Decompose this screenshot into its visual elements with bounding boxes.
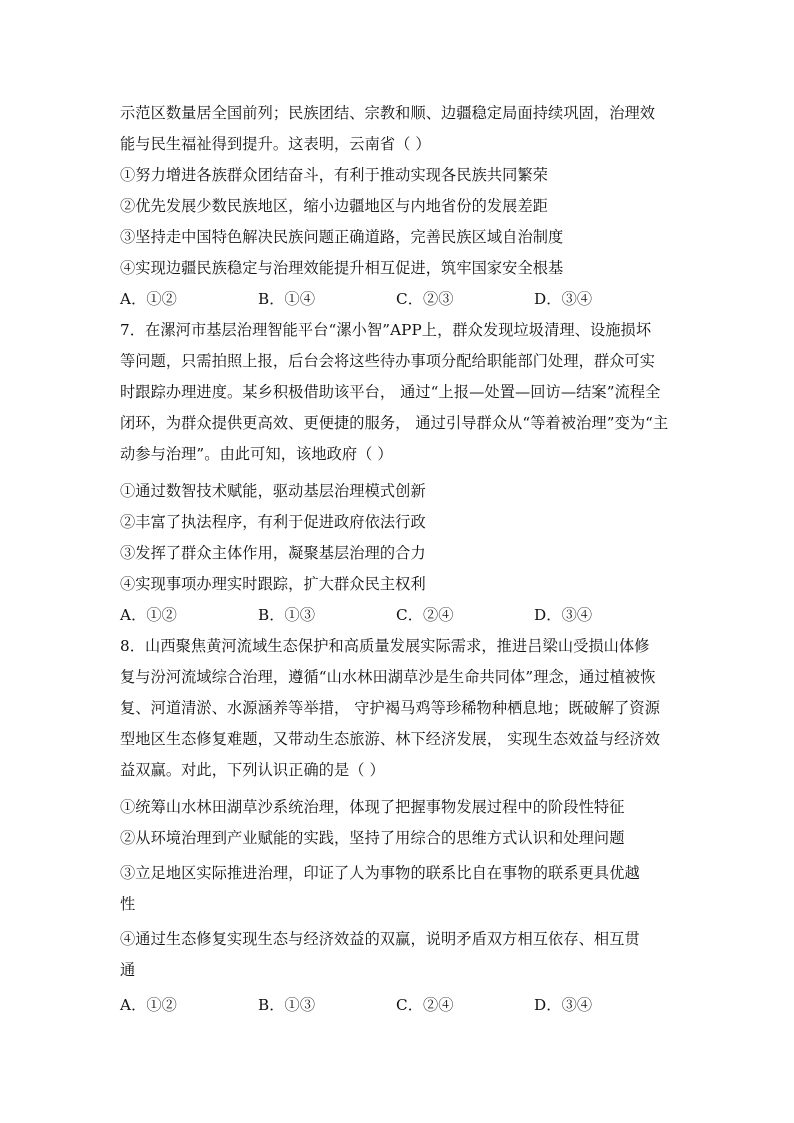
question-stem-line: 等问题，只需拍照上报，后台会将这些待办事项分配给职能部门处理，群众可实 (120, 352, 656, 370)
option-d: D．③④ (534, 996, 593, 1014)
statement-1: ①统筹山水林田湖草沙系统治理，体现了把握事物发展过程中的阶段性特征 (120, 798, 625, 816)
answer-options (120, 600, 680, 631)
statement-4-continued: 通 (120, 961, 136, 979)
statement-3-continued: 性 (120, 895, 136, 913)
option-c: C．②④ (396, 606, 454, 624)
question-stem-line: 动参与治理”。由此可知，该地政府（ ） (120, 445, 393, 463)
question-stem-line: 7．在漯河市基层治理智能平台“漯小智”APP上，群众发现垃圾清理、设施损坏 (120, 321, 652, 339)
option-a: A．①② (120, 996, 177, 1014)
question-stem-line: 示范区数量居全国前列；民族团结、宗教和顺、边疆稳定局面持续巩固，治理效 (120, 104, 656, 122)
statement-3: ③立足地区实际推进治理，印证了人为事物的联系比自在事物的联系更具优越 (120, 864, 640, 882)
option-b: B．①③ (258, 606, 316, 624)
question-7 (120, 315, 680, 631)
question-stem-line: 时跟踪办理进度。某乡积极借助该平台， 通过“上报—处置—回访—结案”流程全 (120, 383, 661, 401)
option-d: D．③④ (534, 290, 593, 308)
statement-3: ③发挥了群众主体作用，凝聚基层治理的合力 (120, 544, 426, 562)
option-c: C．②④ (396, 996, 454, 1014)
statement-1: ①通过数智技术赋能，驱动基层治理模式创新 (120, 482, 426, 500)
option-a: A．①② (120, 290, 177, 308)
option-c: C．②③ (396, 290, 454, 308)
statement-4: ④通过生态修复实现生态与经济效益的双赢，说明矛盾双方相互依存、相互贯 (120, 930, 640, 948)
option-d: D．③④ (534, 606, 593, 624)
question-stem-line: 能与民生福祉得到提升。这表明，云南省（ ） (120, 135, 431, 153)
answer-options (120, 990, 680, 1021)
question-stem-line: 型地区生态修复难题，又带动生态旅游、林下经济发展， 实现生态效益与经济效 (120, 730, 660, 748)
answer-options (120, 284, 680, 315)
statement-1: ①努力增进各族群众团结奋斗，有利于推动实现各民族共同繁荣 (120, 166, 549, 184)
option-a: A．①② (120, 606, 177, 624)
statement-2: ②丰富了执法程序，有利于促进政府依法行政 (120, 513, 426, 531)
statement-4: ④实现事项办理实时跟踪，扩大群众民主权利 (120, 575, 426, 593)
statement-3: ③坚持走中国特色解决民族问题正确道路，完善民族区域自治制度 (120, 228, 564, 246)
option-b: B．①③ (258, 996, 316, 1014)
question-6 (120, 98, 680, 315)
exam-page (120, 98, 680, 1021)
question-stem-line: 复、河道清淤、水源涵养等举措， 守护褐马鸡等珍稀物种栖息地；既破解了资源 (120, 699, 660, 717)
question-stem-line: 复与汾河流域综合治理，遵循“山水林田湖草沙是生命共同体”理念，通过植被恢 (120, 668, 656, 686)
statement-2: ②优先发展少数民族地区，缩小边疆地区与内地省份的发展差距 (120, 197, 549, 215)
statement-4: ④实现边疆民族稳定与治理效能提升相互促进，筑牢国家安全根基 (120, 259, 564, 277)
question-stem-line: 闭环，为群众提供更高效、更便捷的服务， 通过引导群众从“等着被治理”变为“主 (120, 414, 669, 432)
question-8 (120, 631, 680, 1021)
question-stem-line: 益双赢。对此，下列认识正确的是（ ） (120, 761, 385, 779)
question-stem-line: 8．山西聚焦黄河流域生态保护和高质量发展实际需求，推进吕梁山受损山体修 (120, 637, 650, 655)
statement-2: ②从环境治理到产业赋能的实践，坚持了用综合的思维方式认识和处理问题 (120, 829, 625, 847)
option-b: B．①④ (258, 290, 316, 308)
